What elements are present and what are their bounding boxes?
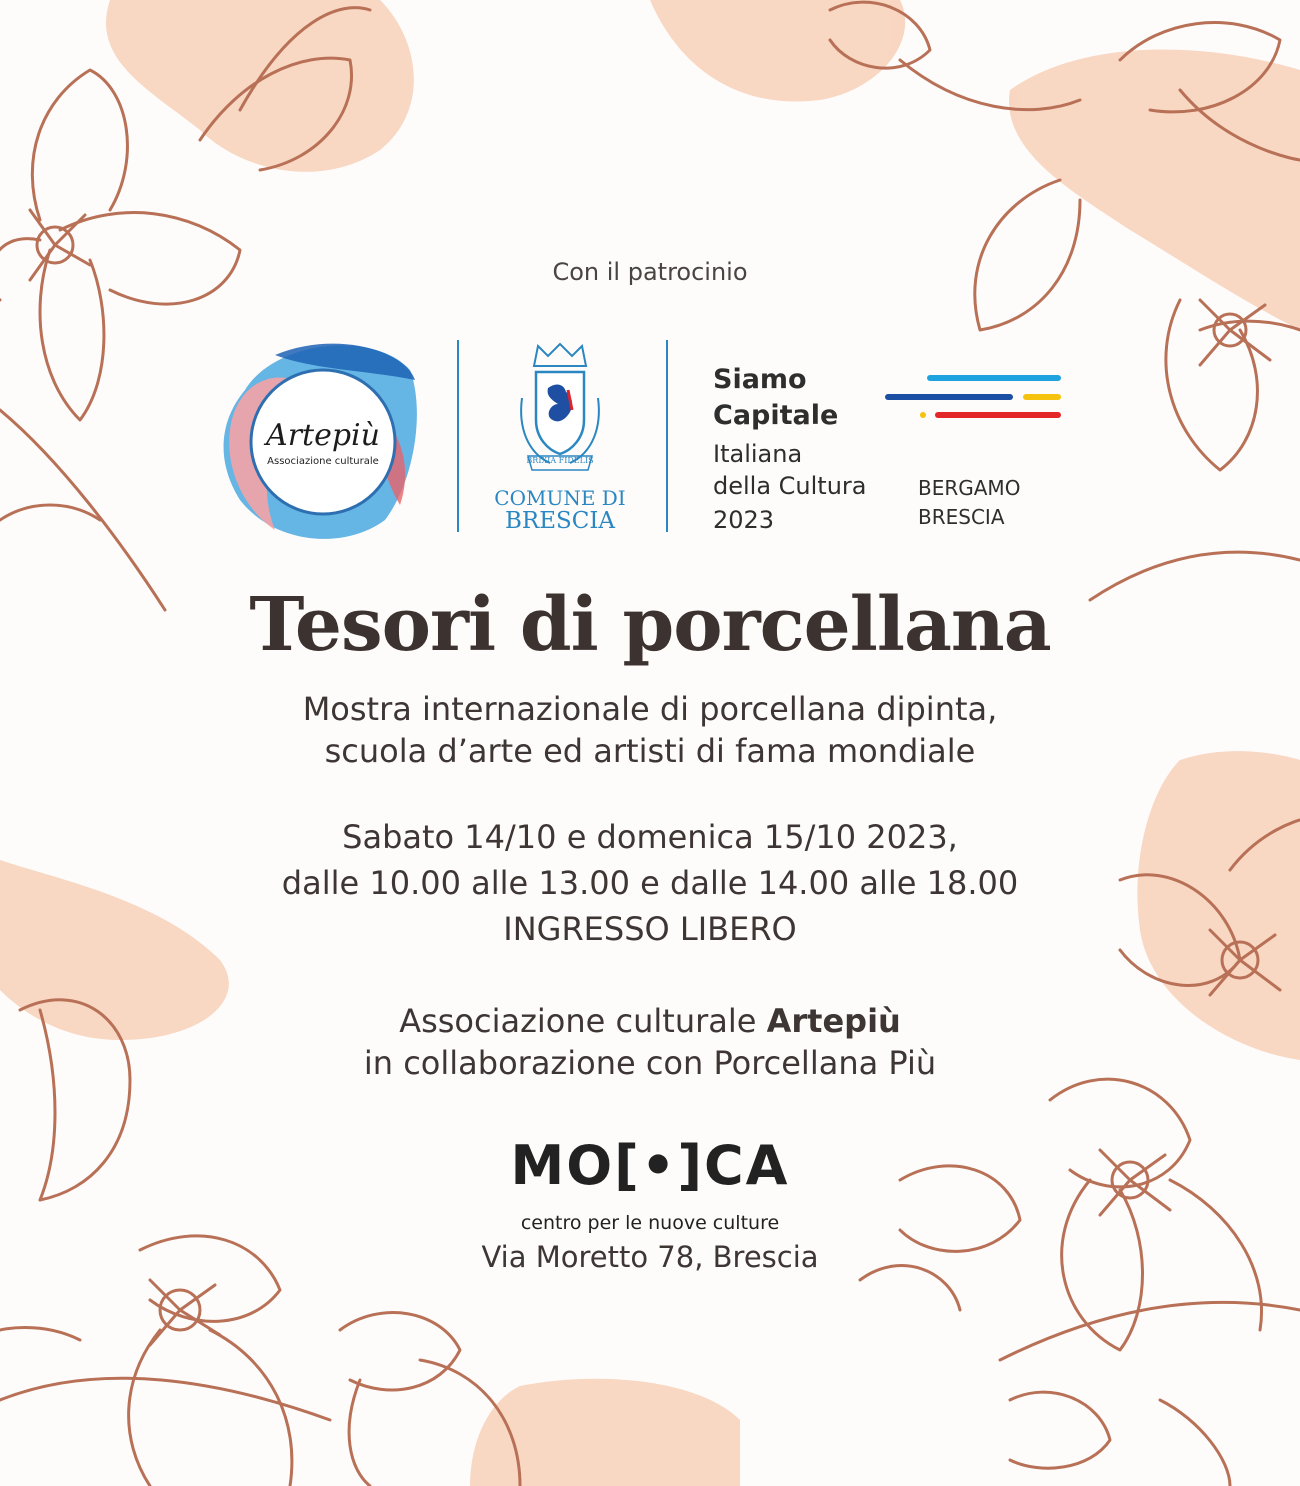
bergamo-label: BERGAMO [918, 476, 1021, 500]
artepiu-name: Artepiù [266, 418, 380, 453]
capitale-line-2: Capitale [713, 400, 839, 431]
brescia-label: BRESCIA [504, 508, 616, 534]
capitale-line-1: Siamo [713, 364, 807, 395]
organizer-prefix: Associazione culturale [399, 1002, 767, 1040]
divider [457, 340, 459, 532]
divider [666, 340, 668, 532]
date-line: Sabato 14/10 e domenica 15/10 2023, [342, 818, 958, 856]
subtitle-line-1: Mostra internazionale di porcellana dipinta, [302, 690, 998, 728]
brescia-city-label: BRESCIA [918, 505, 1005, 529]
admission-label: INGRESSO LIBERO [503, 910, 797, 948]
moca-tagline: centro per le nuove culture [520, 1212, 780, 1234]
organizer-line [0, 1000, 1300, 1042]
moca-logo: MO[•]CA [510, 1134, 790, 1197]
organizer-name: Artepiù [766, 1002, 901, 1040]
comune-di-label: COMUNE DI [494, 486, 626, 510]
venue-address: Via Moretto 78, Brescia [481, 1240, 819, 1274]
patronage-label: Con il patrocinio [552, 258, 748, 286]
sponsor-logos [215, 330, 1075, 550]
capitale-stripes-icon [883, 372, 1065, 422]
capitale-line-3: Italiana [713, 440, 803, 468]
event-schedule [0, 814, 1300, 952]
time-line: dalle 10.00 alle 13.00 e dalle 14.00 alle 18.00 [281, 864, 1019, 902]
organizer-block [0, 1000, 1300, 1084]
subtitle-line-2: scuola d’arte ed artisti di fama mondiale [324, 732, 976, 770]
event-subtitle [0, 688, 1300, 772]
capitale-line-4: della Cultura [713, 472, 867, 500]
capitale-line-5: 2023 [713, 506, 775, 534]
artepiu-tagline: Associazione culturale [267, 456, 379, 467]
event-title: Tesori di porcellana [249, 582, 1051, 668]
brescia-motto: BRIXIA FIDELIS [526, 456, 594, 465]
collaboration-line: in collaborazione con Porcellana Più [363, 1044, 937, 1082]
